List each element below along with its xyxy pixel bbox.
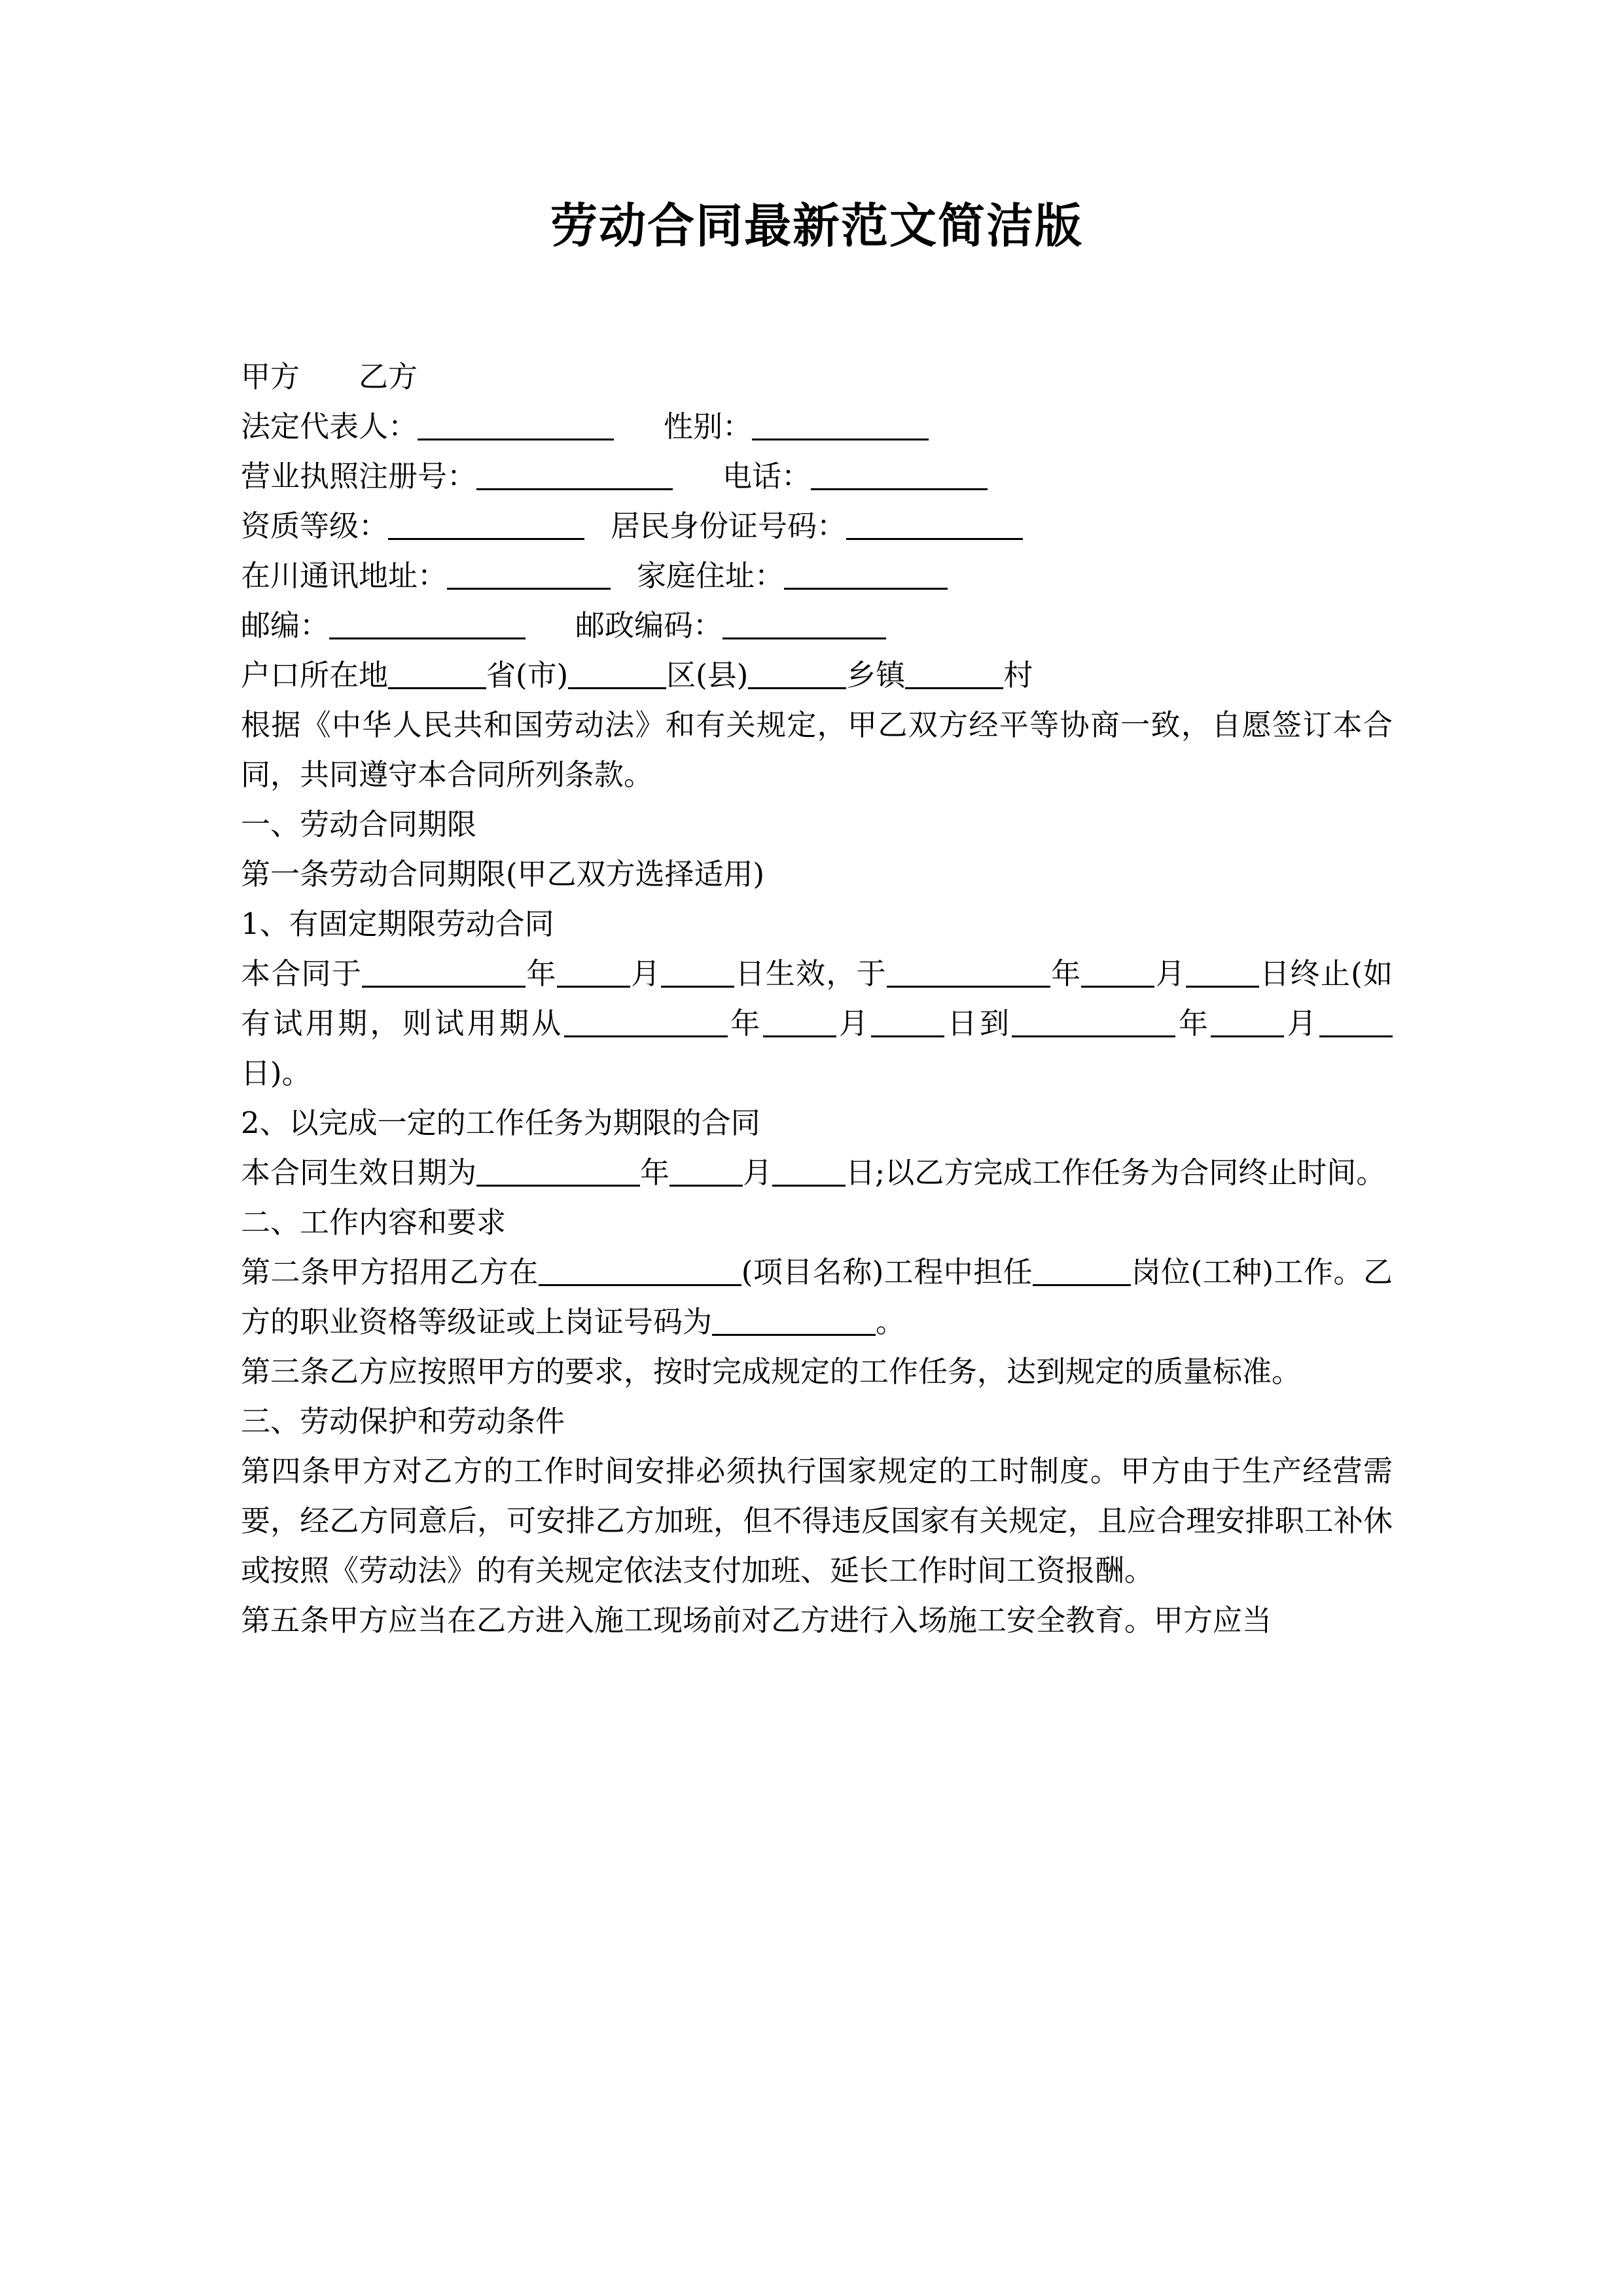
fixed-term-text-3: 月 bbox=[630, 956, 662, 991]
fixed-term-text-6: 月 bbox=[1154, 956, 1186, 991]
postcode-label: 邮编： bbox=[241, 608, 330, 643]
field-row-household bbox=[241, 651, 1393, 700]
fixed-term-text-12: 月 bbox=[1284, 1006, 1319, 1041]
gender-blank[interactable] bbox=[752, 411, 929, 440]
section-3-heading: 三、劳动保护和劳动条件 bbox=[241, 1404, 565, 1439]
household-village-blank[interactable] bbox=[905, 660, 1003, 689]
field-row-address bbox=[241, 551, 1393, 601]
household-province-label: 省(市) bbox=[486, 658, 569, 692]
postal-code-blank[interactable] bbox=[722, 610, 886, 639]
postcode-blank[interactable] bbox=[329, 610, 526, 639]
article-3-paragraph: 第三条乙方应按照甲方的要求，按时完成规定的工作任务，达到规定的质量标准。 bbox=[241, 1354, 1302, 1389]
fixed-term-end-month-blank[interactable] bbox=[1081, 958, 1154, 988]
section-2-heading: 二、工作内容和要求 bbox=[241, 1205, 507, 1240]
task-term-text-2: 年 bbox=[640, 1155, 670, 1190]
gender-label: 性别： bbox=[664, 409, 753, 444]
household-town-label: 乡镇 bbox=[846, 658, 906, 692]
phone-blank[interactable] bbox=[811, 461, 988, 490]
document-body bbox=[241, 352, 1393, 1645]
job-post-blank[interactable] bbox=[1033, 1257, 1131, 1286]
article-1-heading: 第一条劳动合同期限(甲乙双方选择适用) bbox=[241, 857, 765, 891]
fixed-term-text-11: 年 bbox=[1175, 1006, 1211, 1041]
fixed-term-text-2: 年 bbox=[526, 956, 557, 991]
household-town-blank[interactable] bbox=[748, 660, 846, 689]
field-row-legal-rep bbox=[241, 402, 1393, 452]
certificate-number-blank[interactable] bbox=[712, 1306, 876, 1336]
fixed-term-start-day-blank[interactable] bbox=[661, 958, 734, 988]
household-village-label: 村 bbox=[1003, 658, 1033, 692]
field-row-license bbox=[241, 452, 1393, 501]
legal-rep-blank[interactable] bbox=[418, 411, 614, 440]
fixed-term-text-8: 年 bbox=[727, 1006, 763, 1041]
license-blank[interactable] bbox=[476, 461, 673, 490]
project-name-blank[interactable] bbox=[539, 1257, 741, 1286]
fixed-term-paragraph bbox=[241, 949, 1393, 1098]
home-address-label: 家庭住址： bbox=[637, 558, 785, 593]
home-address-blank[interactable] bbox=[784, 560, 948, 590]
probation-end-year-blank[interactable] bbox=[1012, 1008, 1175, 1037]
id-number-blank[interactable] bbox=[846, 511, 1023, 540]
page-title: 劳动合同最新范文简洁版 bbox=[550, 198, 1083, 253]
task-term-month-blank[interactable] bbox=[669, 1157, 743, 1187]
probation-start-day-blank[interactable] bbox=[871, 1008, 944, 1037]
legal-rep-label: 法定代表人： bbox=[241, 409, 418, 444]
qualification-label: 资质等级： bbox=[241, 509, 389, 543]
task-term-day-blank[interactable] bbox=[772, 1157, 846, 1187]
fixed-term-text-13: 日)。 bbox=[241, 1056, 312, 1090]
article-2-paragraph bbox=[241, 1247, 1393, 1347]
household-lead-label: 户口所在地 bbox=[241, 658, 389, 692]
household-district-blank[interactable] bbox=[568, 660, 666, 689]
task-term-paragraph bbox=[241, 1148, 1393, 1198]
household-district-label: 区(县) bbox=[666, 658, 749, 692]
fixed-term-text-5: 年 bbox=[1050, 956, 1082, 991]
field-row-postcode bbox=[241, 601, 1393, 651]
document-content bbox=[241, 0, 1393, 1645]
license-label: 营业执照注册号： bbox=[241, 459, 477, 493]
fixed-term-start-year-blank[interactable] bbox=[362, 958, 526, 988]
fixed-term-text-1: 本合同于 bbox=[241, 956, 363, 991]
fixed-term-text-9: 月 bbox=[836, 1006, 872, 1041]
phone-label: 电话： bbox=[722, 459, 812, 493]
fixed-term-text-10: 日到 bbox=[944, 1006, 1012, 1041]
task-term-year-blank[interactable] bbox=[476, 1157, 640, 1187]
article-5-paragraph: 第五条甲方应当在乙方进入施工现场前对乙方进行入场施工安全教育。甲方应当 bbox=[241, 1603, 1272, 1638]
qualification-blank[interactable] bbox=[388, 511, 584, 540]
fixed-term-text-4: 日生效，于 bbox=[734, 956, 887, 991]
item-1-2: 2、以完成一定的工作任务为期限的合同 bbox=[241, 1105, 760, 1140]
fixed-term-text-7: 日终止(如有试用期，则试用期从 bbox=[241, 956, 1393, 1041]
fixed-term-end-day-blank[interactable] bbox=[1186, 958, 1259, 988]
fixed-term-end-year-blank[interactable] bbox=[887, 958, 1050, 988]
article-2-text-3: 岗位(工种)工作。乙方的职业资格等级证或上岗证号码为 bbox=[241, 1255, 1393, 1339]
probation-start-year-blank[interactable] bbox=[564, 1008, 728, 1037]
article-4-paragraph: 第四条甲方对乙方的工作时间安排必须执行国家规定的工时制度。甲方由于生产经营需要，经乙方同意后，可安排乙方加班，但不得违反国家有关规定，且应合理安排职工补休或按照《劳动法》的有关规定依法支付加班、延长工作时间工资报酬。 bbox=[241, 1454, 1393, 1588]
preamble-paragraph: 根据《中华人民共和国劳动法》和有关规定，甲乙双方经平等协商一致，自愿签订本合同，共同遵守本合同所列条款。 bbox=[241, 708, 1393, 792]
probation-end-month-blank[interactable] bbox=[1211, 1008, 1284, 1037]
parties-line: 甲方 乙方 bbox=[241, 359, 418, 394]
article-2-text-4: 。 bbox=[876, 1304, 906, 1339]
item-1-1: 1、有固定期限劳动合同 bbox=[241, 906, 554, 941]
task-term-text-3: 月 bbox=[743, 1155, 773, 1190]
household-province-blank[interactable] bbox=[388, 660, 486, 689]
postal-code-label: 邮政编码： bbox=[575, 608, 723, 643]
article-2-text-1: 第二条甲方招用乙方在 bbox=[241, 1255, 539, 1289]
mailing-address-label: 在川通讯地址： bbox=[241, 558, 448, 593]
task-term-text-1: 本合同生效日期为 bbox=[241, 1155, 477, 1190]
fixed-term-start-month-blank[interactable] bbox=[557, 958, 630, 988]
field-row-qualification bbox=[241, 501, 1393, 551]
section-1-heading: 一、劳动合同期限 bbox=[241, 807, 477, 842]
id-number-label: 居民身份证号码： bbox=[611, 509, 847, 543]
article-2-text-2: (项目名称)工程中担任 bbox=[741, 1255, 1033, 1289]
mailing-address-blank[interactable] bbox=[447, 560, 611, 590]
probation-end-day-blank[interactable] bbox=[1319, 1008, 1393, 1037]
task-term-text-4: 日;以乙方完成工作任务为合同终止时间。 bbox=[846, 1155, 1386, 1190]
probation-start-month-blank[interactable] bbox=[763, 1008, 836, 1037]
